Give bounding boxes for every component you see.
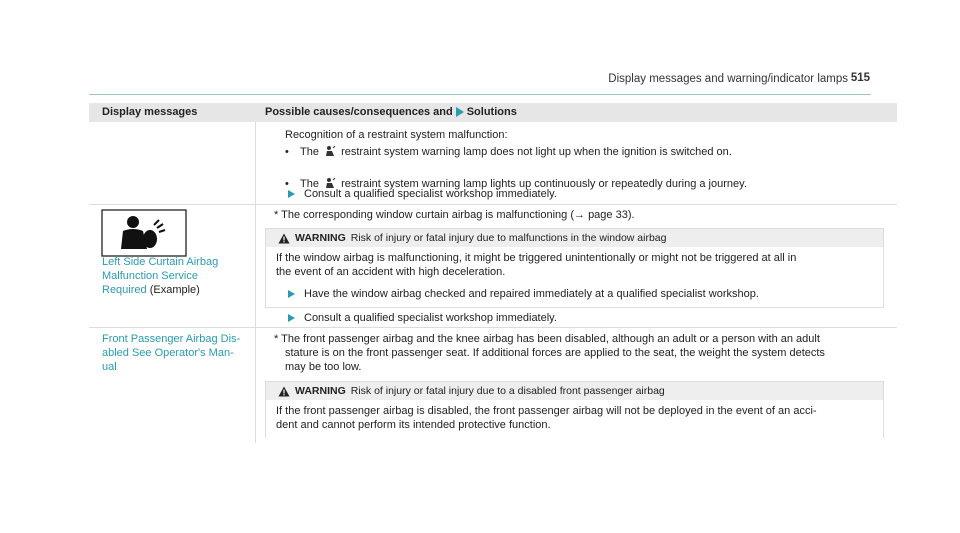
row3-message-line2: abled See Operator's Man- — [102, 347, 234, 359]
warning-label: WARNING — [295, 232, 346, 244]
column-header-causes-label: Possible causes/consequences and — [265, 106, 453, 118]
row3-warning-box — [265, 381, 884, 438]
step-arrow-icon — [288, 190, 295, 198]
bullet2-post: restraint system warning lamp lights up continuously or repeatedly during a journey. — [341, 178, 747, 190]
row3-message-line3: ual — [102, 361, 117, 373]
warning-title: Risk of injury or fatal injury due to a disabled front passenger airbag — [350, 385, 665, 397]
row2-step — [288, 311, 557, 325]
row3-cause-line1: * The front passenger airbag and the knee airbag has been disabled, although an adult or a person with an adult — [274, 333, 820, 345]
warning-body-line1: If the front passenger airbag is disabled, the front passenger airbag will not be deployed in the event of an acci- — [276, 405, 817, 417]
warning-triangle-icon — [278, 386, 290, 397]
row1-step — [288, 187, 557, 201]
column-header-causes — [265, 106, 517, 118]
row2-warning-box — [265, 228, 884, 308]
warning-body-line1: If the window airbag is malfunctioning, it might be triggered unintentionally or might not be triggered at all in — [276, 252, 797, 264]
page-number: 515 — [850, 72, 870, 84]
restraint-system-warning-icon — [324, 145, 336, 157]
display-messages-table — [89, 103, 897, 443]
airbag-malfunction-icon — [101, 209, 187, 257]
row3-cause-line2: stature is on the front passenger seat. If additional forces are applied to the seat, the weight the system detects — [285, 347, 825, 359]
warning-header — [266, 382, 883, 400]
column-header-display-messages: Display messages — [102, 106, 198, 118]
bullet-dot: • — [285, 178, 289, 190]
step-arrow-icon — [288, 290, 295, 298]
warning-body-line2: dent and cannot perform its intended protective function. — [276, 419, 551, 431]
header-rule — [89, 94, 871, 95]
bullet-dot: • — [285, 146, 289, 158]
row1-bullet-1 — [285, 145, 900, 159]
row2-step-text: Consult a qualified specialist workshop immediately. — [304, 312, 557, 324]
warning-body-line2: the event of an accident with high deceleration. — [276, 266, 506, 278]
bullet1-post: restraint system warning lamp does not light up when the ignition is switched on. — [341, 146, 732, 158]
row2-cause: * The corresponding window curtain airbag is malfunctioning (→ page 33). — [274, 209, 635, 221]
column-divider — [255, 122, 256, 443]
warning-body — [266, 400, 883, 438]
bullet1-pre: The — [300, 146, 319, 158]
row2-message-line3 — [102, 283, 200, 297]
warning-step-text: Have the window airbag checked and repaired immediately at a qualified specialist workshop. — [304, 288, 759, 300]
row2-message-line2: Malfunction Service — [102, 270, 198, 282]
step-arrow-icon — [288, 314, 295, 322]
row2-message-line1: Left Side Curtain Airbag — [102, 256, 219, 268]
table-header-row — [89, 103, 897, 122]
warning-header — [266, 229, 883, 247]
bullet2-pre: The — [300, 178, 319, 190]
column-header-solutions-label: Solutions — [466, 106, 517, 118]
warning-body — [266, 247, 883, 307]
row1-intro: Recognition of a restraint system malfunction: — [285, 129, 508, 141]
warning-label: WARNING — [295, 385, 346, 397]
solutions-arrow-icon — [456, 107, 464, 117]
row2-message-example: (Example) — [149, 284, 200, 296]
row3-cause-line3: may be too low. — [285, 361, 362, 373]
warning-title: Risk of injury or fatal injury due to malfunctions in the window airbag — [350, 232, 667, 244]
warning-triangle-icon — [278, 233, 290, 244]
row-divider — [89, 204, 897, 205]
row-divider — [89, 327, 897, 328]
row3-message-line1: Front Passenger Airbag Dis- — [102, 333, 241, 345]
row1-step-text: Consult a qualified specialist workshop immediately. — [304, 188, 557, 200]
row2-message-required: Required — [102, 284, 147, 296]
page-header-title: Display messages and warning/indicator lamps — [608, 73, 848, 85]
warning-step — [276, 287, 873, 301]
